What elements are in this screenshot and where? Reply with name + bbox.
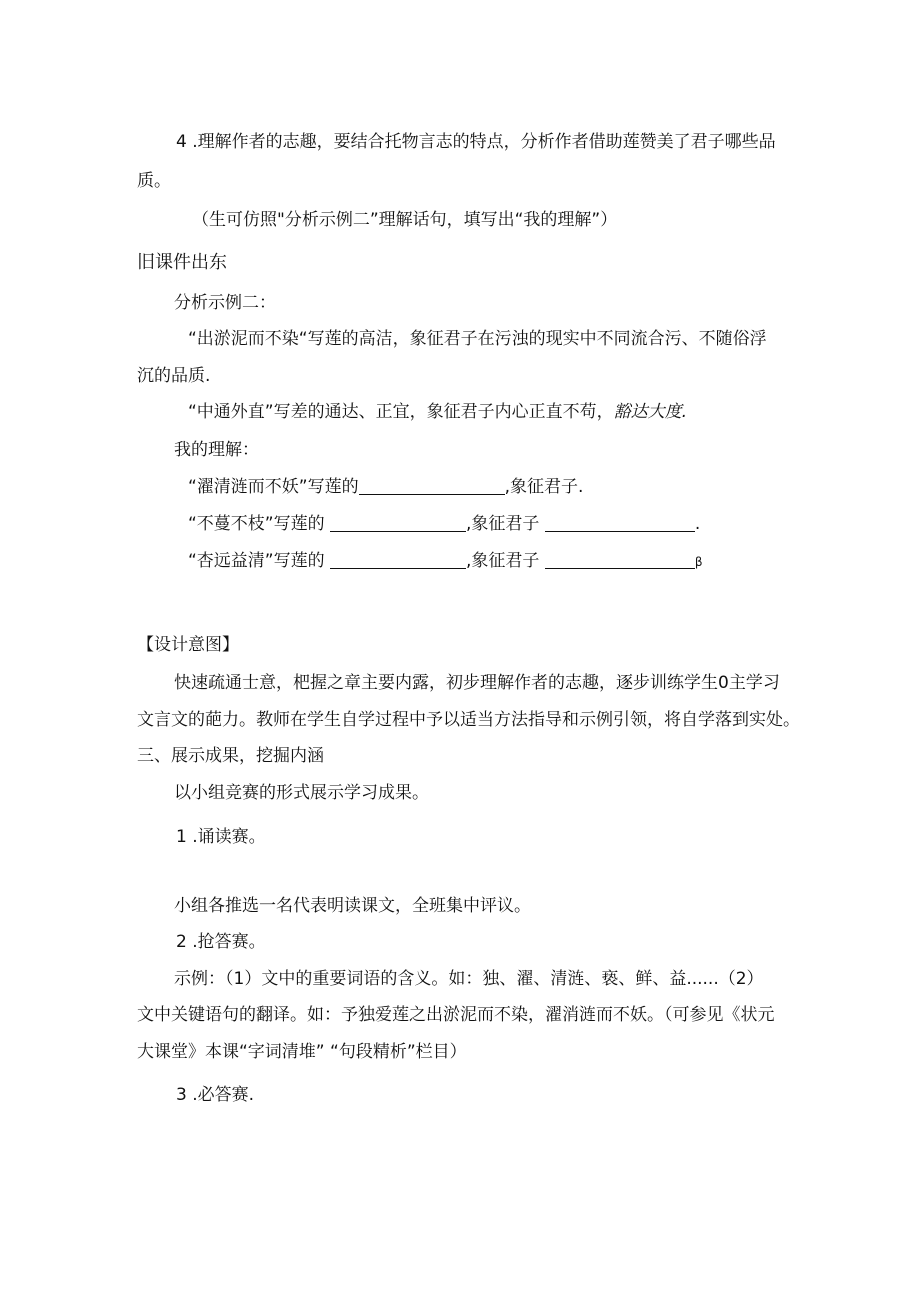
section3-intro: 以小组竞赛的形式展示学习成果。 (174, 783, 429, 803)
fill-line-1-prompt: “濯清涟而不妖”写莲的 (188, 477, 359, 497)
section3-title: 三、展示成果，挖掘内涵 (137, 746, 324, 766)
item4-hint: （生可仿照"分析示例二”理解话句，填写出“我的理解”） (192, 210, 618, 230)
my-understanding-title: 我的理解： (174, 440, 259, 460)
example2-p2-main: “中通外直”写差的通达、正宜，象征君子内心正直不苟， (188, 402, 614, 422)
fill-blank-3a[interactable] (330, 552, 466, 569)
example2-p2 (188, 401, 687, 423)
example2-title: 分析示例二： (174, 293, 276, 313)
fill-blank-3b[interactable] (545, 552, 695, 569)
fill-line-3-end: β (694, 555, 703, 569)
fill-line-3 (188, 550, 703, 573)
section3-item2: 2 .抢答赛。 (176, 932, 266, 952)
example2-p1-line1: “出淤泥而不染“写莲的高洁，象征君子在污浊的现实中不同流合污、不随俗浮 (188, 329, 767, 349)
fill-line-3-prompt: “杏远益清”写莲的 (188, 551, 325, 571)
fill-line-1-suffix: ,象征君子. (504, 477, 584, 497)
design-intent-title: 【设计意图】 (137, 635, 239, 655)
section-heading-old: 旧课件出东 (137, 252, 227, 273)
fill-line-1 (188, 476, 583, 498)
section3-item2-line2: 文中关键语句的翻译。如：予独爱莲之出淤泥而不染，濯消涟而不妖。（可参见《状元 (137, 1005, 775, 1025)
example2-p1-line2: 沉的品质. (137, 366, 211, 386)
design-intent-line2: 文言文的葩力。教师在学生自学过程中予以适当方法指导和示例引领，将自学落到实处。 (137, 710, 800, 730)
section3-item1: 1 .诵读赛。 (176, 827, 266, 847)
fill-line-2 (188, 513, 700, 535)
fill-blank-2a[interactable] (330, 515, 466, 532)
fill-line-2-mid: ,象征君子 (466, 514, 540, 534)
fill-line-3-mid: ,象征君子 (466, 551, 540, 571)
fill-blank-1[interactable] (359, 478, 505, 495)
section3-item2-line3: 大课堂》本课“字词清堆” “句段精析”栏目） (137, 1042, 467, 1062)
example2-p2-italic: 豁达大度. (613, 402, 688, 422)
fill-line-2-prompt: “不蔓不枝”写莲的 (188, 514, 325, 534)
section3-item3: 3 .必答赛. (176, 1085, 255, 1105)
section3-item1-desc: 小组各推选一名代表明读课文，全班集中评议。 (174, 896, 531, 916)
item4-line1: 4 .理解作者的志趣，要结合托物言志的特点，分析作者借助莲赞美了君子哪些品 (176, 132, 776, 152)
design-intent-line1: 快速疏通士意，杷握之章主要内露，初步理解作者的志趣，逐步训练学生0主学习 (174, 673, 780, 693)
section3-item2-line1: 示例：（1）文中的重要词语的含义。如：独、濯、清涟、亵、鲜、益......（2） (174, 969, 764, 989)
fill-blank-2b[interactable] (545, 515, 695, 532)
item4-line2: 质。 (137, 171, 171, 191)
fill-line-2-end: . (694, 514, 701, 534)
